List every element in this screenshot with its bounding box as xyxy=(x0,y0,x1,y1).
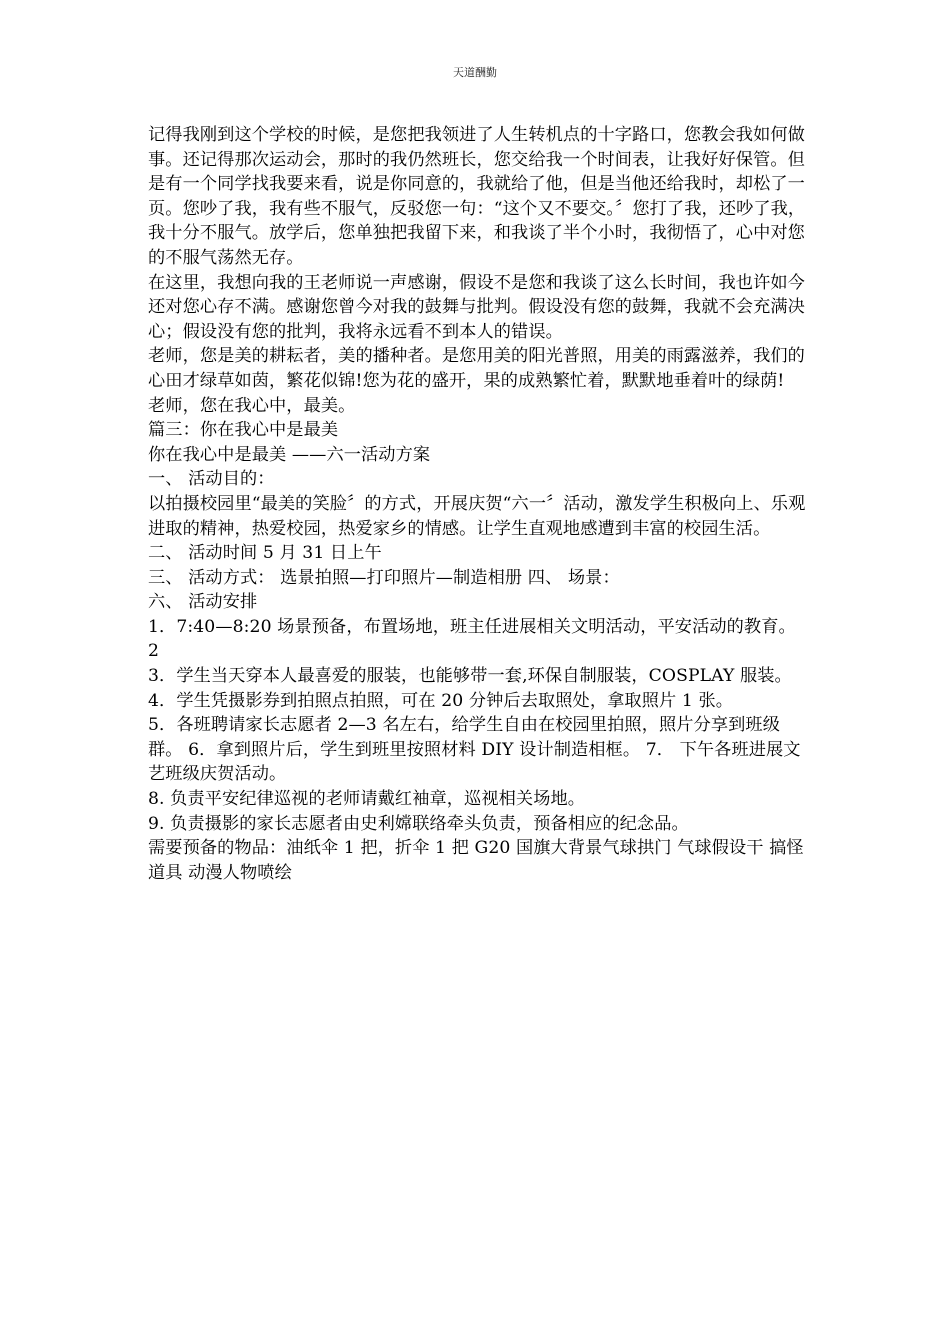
page-header: 天道酬勤 xyxy=(453,66,497,79)
paragraph: 需要预备的物品：油纸伞 1 把，折伞 1 把 G20 国旗大背景气球拱门 气球假设干 搞怪道具 动漫人物喷绘 xyxy=(148,838,804,883)
section-subtitle: 你在我心中是最美 ——六一活动方案 xyxy=(148,444,431,465)
paragraph: 记得我刚到这个学校的时候，是您把我领进了人生转机点的十字路口，您教会我如何做事。还记得那次运动会，那时的我仍然班长，您交给我一个时间表，让我好好保管。但是有一个同学找我要来看，说是你同意的，我就给了他，但是当他还给我时，却松了一页。您吵了我，我有些不服气，反驳您一句：“这个又不要交。〞您打了我，还吵了我，我十分不服气。放学后，您单独把我留下来，和我谈了半个小时，我彻悟了，心中对您的不服气荡然无存。 xyxy=(148,125,806,268)
list-heading: 一、 活动目的： xyxy=(148,469,275,490)
paragraph: 以拍摄校园里“最美的笑脸〞的方式，开展庆贺“六一〞活动，激发学生积极向上、乐观进取的精神，热爱校园，热爱家乡的情感。让学生直观地感遭到丰富的校园生活。 xyxy=(148,493,806,539)
list-item: 9. 负责摄影的家长志愿者由史利嫦联络牵头负责，预备相应的纪念品。 xyxy=(148,813,689,834)
section-title: 篇三：你在我心中是最美 xyxy=(148,420,339,441)
paragraph: 老师，您在我心中，最美。 xyxy=(148,395,356,416)
list-item: 3．学生当天穿本人最喜爱的服装，也能够带一套,环保自制服装，COSPLAY 服装。 xyxy=(148,666,792,687)
list-heading: 三、 活动方式： 选景拍照—打印照片—制造相册 四、 场景： xyxy=(148,567,620,588)
paragraph: 在这里，我想向我的王老师说一声感谢，假设不是您和我谈了这么长时间，我也许如今还对您心存不满。感谢您曾今对我的鼓舞与批判。假设没有您的鼓舞，我就不会充满决心；假设没有您的批判，我将永远看不到本人的错误。 xyxy=(148,272,805,342)
list-item: 8. 负责平安纪律巡视的老师请戴红袖章，巡视相关场地。 xyxy=(148,789,586,810)
list-item: 4．学生凭摄影券到拍照点拍照，可在 20 分钟后去取照处，拿取照片 1 张。 xyxy=(148,690,734,711)
paragraph: 老师，您是美的耕耘者，美的播种者。是您用美的阳光普照，用美的雨露滋养，我们的心田才绿草如茵，繁花似锦!您为花的盛开，果的成熟繁忙着，默默地垂着叶的绿荫! xyxy=(148,346,805,391)
document-body xyxy=(148,123,808,885)
list-item: 1．7:40—8:20 场景预备，布置场地，班主任进展相关文明活动，平安活动的教育。 xyxy=(148,616,796,637)
list-item: 5．各班聘请家长志愿者 2—3 名左右，给学生自由在校园里拍照，照片分享到班级群。 6．拿到照片后，学生到班里按照材料 DIY 设计制造相框。 7． 下午各班进展文艺班级庆贺活动。 xyxy=(148,715,801,785)
list-item: 2 xyxy=(148,641,160,662)
list-heading: 二、 活动时间 5 月 31 日上午 xyxy=(148,543,382,564)
list-heading: 六、 活动安排 xyxy=(148,592,258,613)
